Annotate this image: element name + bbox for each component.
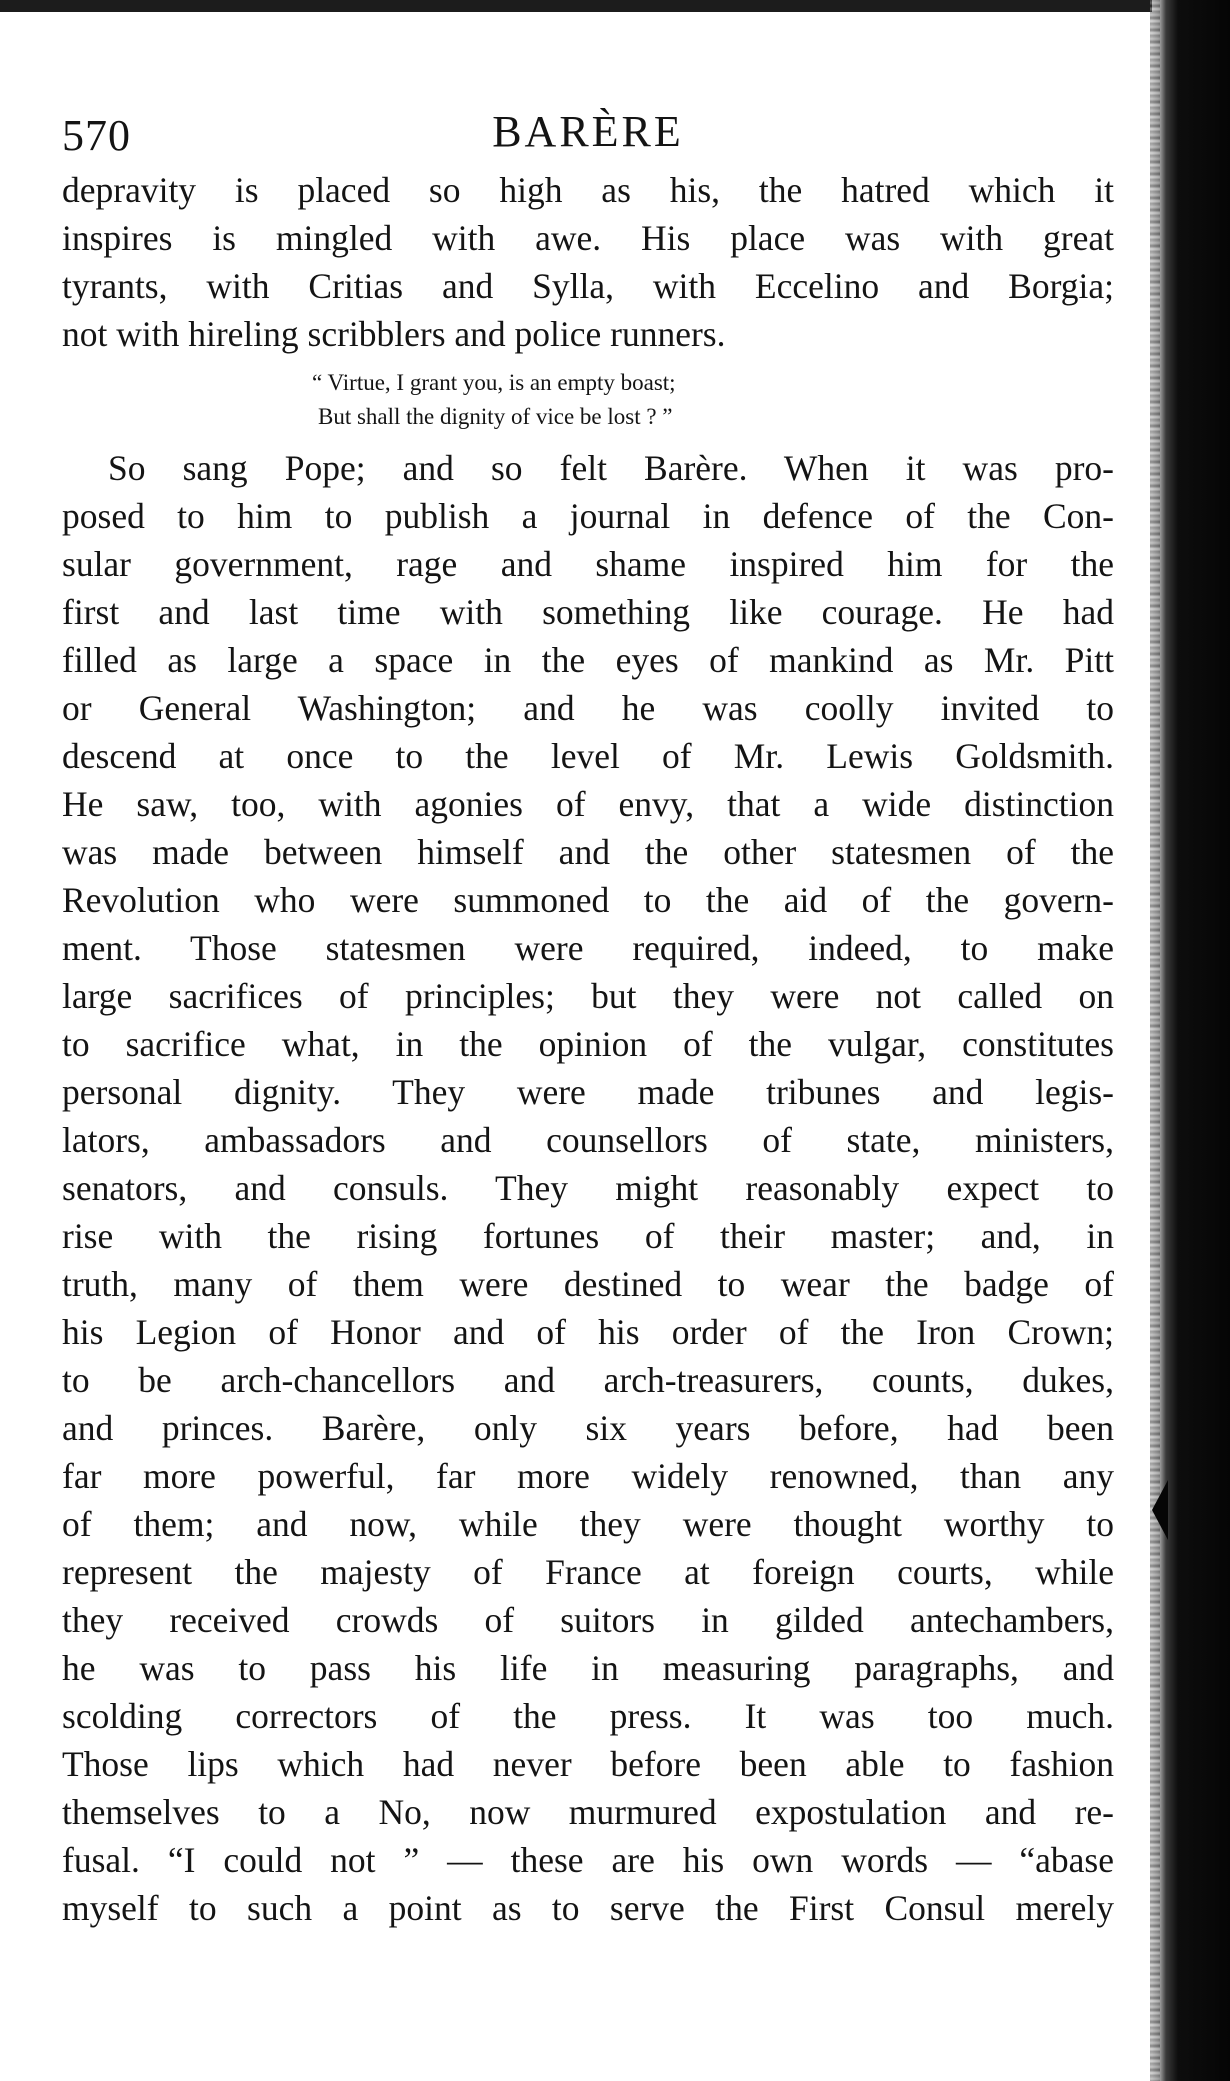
book-page xyxy=(62,96,1114,1932)
quote-line: But shall the dignity of vice be lost ? ” xyxy=(318,404,673,429)
text-line: tyrants, with Critias and Sylla, with Eccelino and Borgia; xyxy=(62,266,1114,306)
text-line: myself to such a point as to serve the First Consul merely xyxy=(62,1888,1114,1928)
text-line: depravity is placed so high as his, the hatred which it xyxy=(62,170,1114,210)
text-line: personal dignity. They were made tribunes and legis- xyxy=(62,1072,1114,1112)
text-line: they received crowds of suitors in gilded antechambers, xyxy=(62,1600,1114,1640)
text-line: to sacrifice what, in the opinion of the vulgar, constitutes xyxy=(62,1024,1114,1064)
text-line: his Legion of Honor and of his order of the Iron Crown; xyxy=(62,1312,1114,1352)
text-line: ment. Those statesmen were required, indeed, to make xyxy=(62,928,1114,968)
text-line: first and last time with something like courage. He had xyxy=(62,592,1114,632)
text-line: to be arch-chancellors and arch-treasurers, counts, dukes, xyxy=(62,1360,1114,1400)
text-line: represent the majesty of France at foreign courts, while xyxy=(62,1552,1114,1592)
page-number: 570 xyxy=(62,111,131,160)
text-line: So sang Pope; and so felt Barère. When it was pro- xyxy=(108,448,1114,488)
paragraph-1 xyxy=(62,166,1114,358)
book-spine-shadow xyxy=(1152,0,1230,2081)
text-line: and princes. Barère, only six years before, had been xyxy=(62,1408,1114,1448)
text-line: far more powerful, far more widely renowned, than any xyxy=(62,1456,1114,1496)
text-line: rise with the rising fortunes of their master; and, in xyxy=(62,1216,1114,1256)
text-line: He saw, too, with agonies of envy, that a wide distinction xyxy=(62,784,1114,824)
text-line: was made between himself and the other statesmen of the xyxy=(62,832,1114,872)
top-rule xyxy=(0,0,1160,12)
paragraph-2 xyxy=(62,444,1114,1932)
text-line: fusal. “I could not ” — these are his own words — “abase xyxy=(62,1840,1114,1880)
verse-quotation xyxy=(62,366,1114,434)
quote-line: “ Virtue, I grant you, is an empty boast; xyxy=(312,370,676,395)
text-line: truth, many of them were destined to wear the badge of xyxy=(62,1264,1114,1304)
running-title: BARÈRE xyxy=(492,107,684,156)
text-line: sular government, rage and shame inspired him for the xyxy=(62,544,1114,584)
spine-notch xyxy=(1152,1480,1168,1540)
text-line: he was to pass his life in measuring paragraphs, and xyxy=(62,1648,1114,1688)
text-line: not with hireling scribblers and police runners. xyxy=(62,314,726,354)
text-line: filled as large a space in the eyes of mankind as Mr. Pitt xyxy=(62,640,1114,680)
text-line: lators, ambassadors and counsellors of state, ministers, xyxy=(62,1120,1114,1160)
text-line: Revolution who were summoned to the aid of the govern- xyxy=(62,880,1114,920)
text-line: Those lips which had never before been able to fashion xyxy=(62,1744,1114,1784)
text-line: senators, and consuls. They might reasonably expect to xyxy=(62,1168,1114,1208)
page-header xyxy=(62,96,1114,166)
text-line: posed to him to publish a journal in defence of the Con- xyxy=(62,496,1114,536)
text-line: scolding correctors of the press. It was too much. xyxy=(62,1696,1114,1736)
page-edge-texture xyxy=(1150,0,1160,2081)
text-line: themselves to a No, now murmured expostulation and re- xyxy=(62,1792,1114,1832)
text-line: inspires is mingled with awe. His place was with great xyxy=(62,218,1114,258)
text-line: large sacrifices of principles; but they were not called on xyxy=(62,976,1114,1016)
text-line: or General Washington; and he was coolly invited to xyxy=(62,688,1114,728)
text-line: of them; and now, while they were thought worthy to xyxy=(62,1504,1114,1544)
text-line: descend at once to the level of Mr. Lewis Goldsmith. xyxy=(62,736,1114,776)
